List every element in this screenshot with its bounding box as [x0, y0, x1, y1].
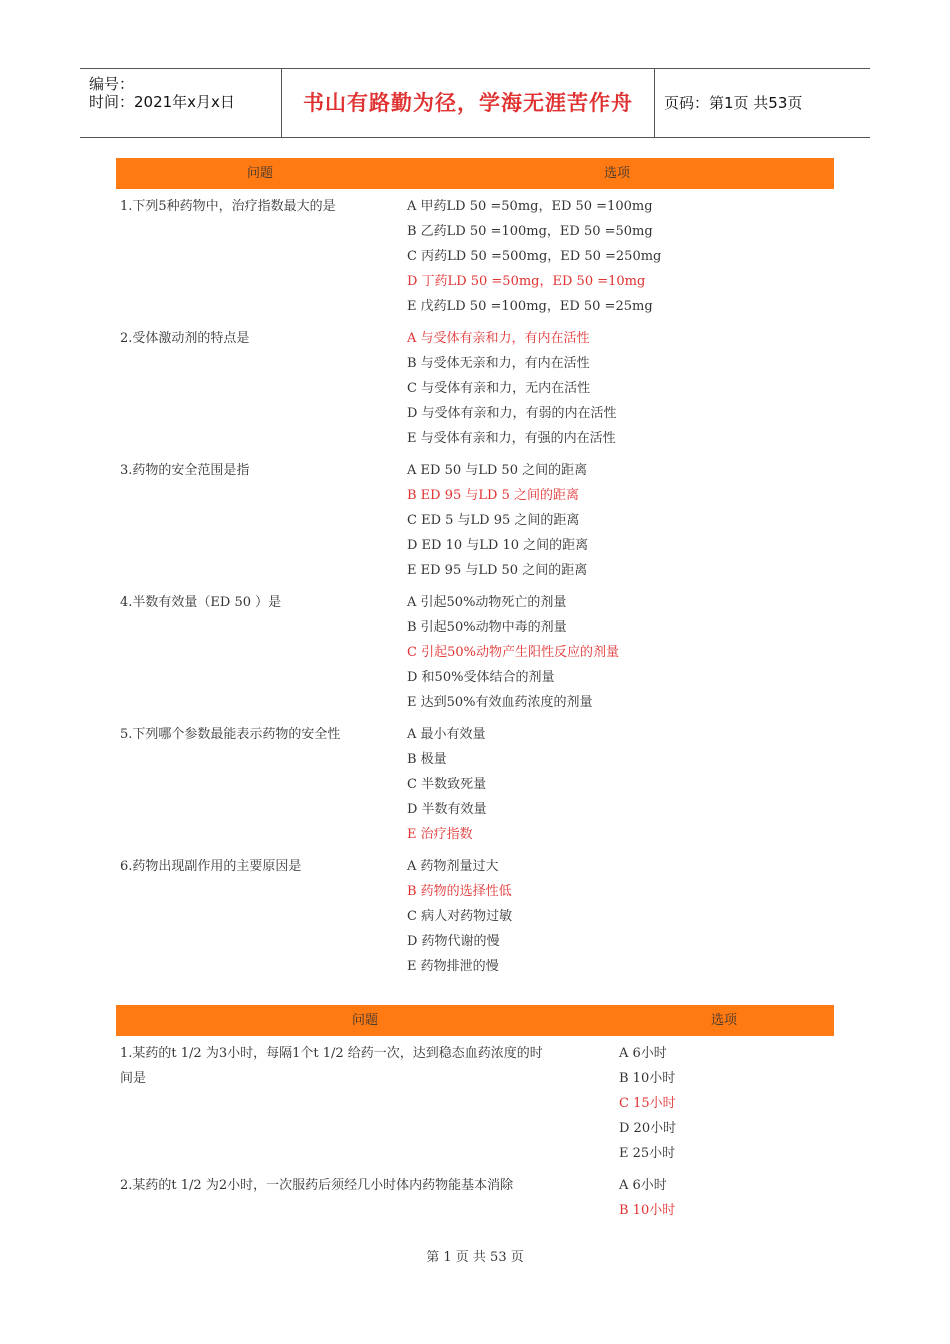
option-item: C 与受体有亲和力，无内在活性 — [407, 381, 591, 396]
page-footer: 第 1 页 共 53 页 — [426, 1250, 524, 1265]
question-text — [120, 1041, 543, 1091]
option-item: A 药物剂量过大 — [407, 859, 499, 874]
option-item-correct: B 10小时 — [619, 1203, 676, 1218]
question-text: 1.下列5种药物中，治疗指数最大的是 — [120, 199, 336, 214]
option-list — [619, 1041, 676, 1166]
option-item: A 甲药LD 50 =50mg，ED 50 =100mg — [407, 199, 653, 214]
option-item: A 6小时 — [619, 1178, 667, 1193]
question-text-line: 2.某药的t 1/2 为2小时，一次服药后须经几小时体内药物能基本消除 — [120, 1178, 514, 1193]
question-table-2 — [116, 1005, 834, 1225]
table-row — [116, 453, 834, 585]
option-item: B 极量 — [407, 752, 447, 767]
option-item-correct: D 丁药LD 50 =50mg，ED 50 =10mg — [407, 274, 646, 289]
option-item-correct: B 药物的选择性低 — [407, 884, 512, 899]
option-list — [407, 194, 661, 319]
option-item-correct: E 治疗指数 — [407, 827, 473, 842]
question-text-line: 1.某药的t 1/2 为3小时，每隔1个t 1/2 给药一次，达到稳态血药浓度的时 — [120, 1046, 543, 1061]
option-item: E 达到50%有效血药浓度的剂量 — [407, 695, 593, 710]
option-list — [407, 722, 487, 847]
option-item: A 6小时 — [619, 1046, 667, 1061]
question-text: 6.药物出现副作用的主要原因是 — [120, 859, 302, 874]
option-item-correct: A 与受体有亲和力，有内在活性 — [407, 331, 590, 346]
option-item: A ED 50 与LD 50 之间的距离 — [407, 463, 588, 478]
option-list — [407, 458, 588, 583]
option-item: A 最小有效量 — [407, 727, 486, 742]
table-row — [116, 1168, 834, 1225]
option-item: D 和50%受体结合的剂量 — [407, 670, 555, 685]
option-item: B 与受体无亲和力，有内在活性 — [407, 356, 590, 371]
question-text: 3.药物的安全范围是指 — [120, 463, 250, 478]
option-item: D 与受体有亲和力，有弱的内在活性 — [407, 406, 617, 421]
document-header — [80, 68, 870, 138]
document-time-label: 时间：2021年x月x日 — [89, 93, 235, 111]
option-item: C 丙药LD 50 =500mg，ED 50 =250mg — [407, 249, 662, 264]
table-row — [116, 717, 834, 849]
question-text: 2.受体激动剂的特点是 — [120, 331, 250, 346]
column-header-question: 问题 — [352, 1013, 379, 1028]
column-header-options: 选项 — [711, 1013, 738, 1028]
table-row — [116, 189, 834, 321]
table-body — [116, 1036, 834, 1225]
option-item: B 乙药LD 50 =100mg，ED 50 =50mg — [407, 224, 653, 239]
question-table-1 — [116, 158, 834, 981]
option-item: D 药物代谢的慢 — [407, 934, 500, 949]
header-meta — [80, 69, 280, 137]
table-header — [116, 158, 834, 189]
option-item-correct: B ED 95 与LD 5 之间的距离 — [407, 488, 579, 503]
header-divider — [654, 69, 655, 137]
option-item-correct: C 15小时 — [619, 1096, 676, 1111]
option-list — [619, 1173, 675, 1223]
option-item-correct: C 引起50%动物产生阳性反应的剂量 — [407, 645, 619, 660]
option-item: D 半数有效量 — [407, 802, 487, 817]
option-item: D ED 10 与LD 10 之间的距离 — [407, 538, 589, 553]
option-item: C 半数致死量 — [407, 777, 487, 792]
table-body — [116, 189, 834, 981]
question-text-line: 间是 — [120, 1071, 147, 1086]
column-header-options: 选项 — [604, 166, 631, 181]
table-row — [116, 585, 834, 717]
column-header-question: 问题 — [247, 166, 274, 181]
option-item: B 引起50%动物中毒的剂量 — [407, 620, 567, 635]
option-item: E 与受体有亲和力，有强的内在活性 — [407, 431, 616, 446]
option-item: E 药物排泄的慢 — [407, 959, 499, 974]
table-row — [116, 849, 834, 981]
option-item: C 病人对药物过敏 — [407, 909, 513, 924]
option-list — [407, 854, 512, 979]
header-page-label: 页码：第1页 共53页 — [664, 94, 803, 112]
question-text: 4.半数有效量（ED 50 ）是 — [120, 595, 282, 610]
table-header — [116, 1005, 834, 1036]
option-item: C ED 5 与LD 95 之间的距离 — [407, 513, 580, 528]
option-item: A 引起50%动物死亡的剂量 — [407, 595, 567, 610]
option-item: D 20小时 — [619, 1121, 677, 1136]
document-number-label: 编号： — [89, 75, 135, 93]
question-text — [120, 1173, 513, 1198]
table-row — [116, 1036, 834, 1168]
header-motto: 书山有路勤为径，学海无涯苦作舟 — [303, 91, 633, 115]
option-item: E 戊药LD 50 =100mg，ED 50 =25mg — [407, 299, 653, 314]
option-list — [407, 326, 617, 451]
option-list — [407, 590, 619, 715]
option-item: B 10小时 — [619, 1071, 676, 1086]
question-text: 5.下列哪个参数最能表示药物的安全性 — [120, 727, 341, 742]
table-row — [116, 321, 834, 453]
option-item: E 25小时 — [619, 1146, 676, 1161]
option-item: E ED 95 与LD 50 之间的距离 — [407, 563, 588, 578]
